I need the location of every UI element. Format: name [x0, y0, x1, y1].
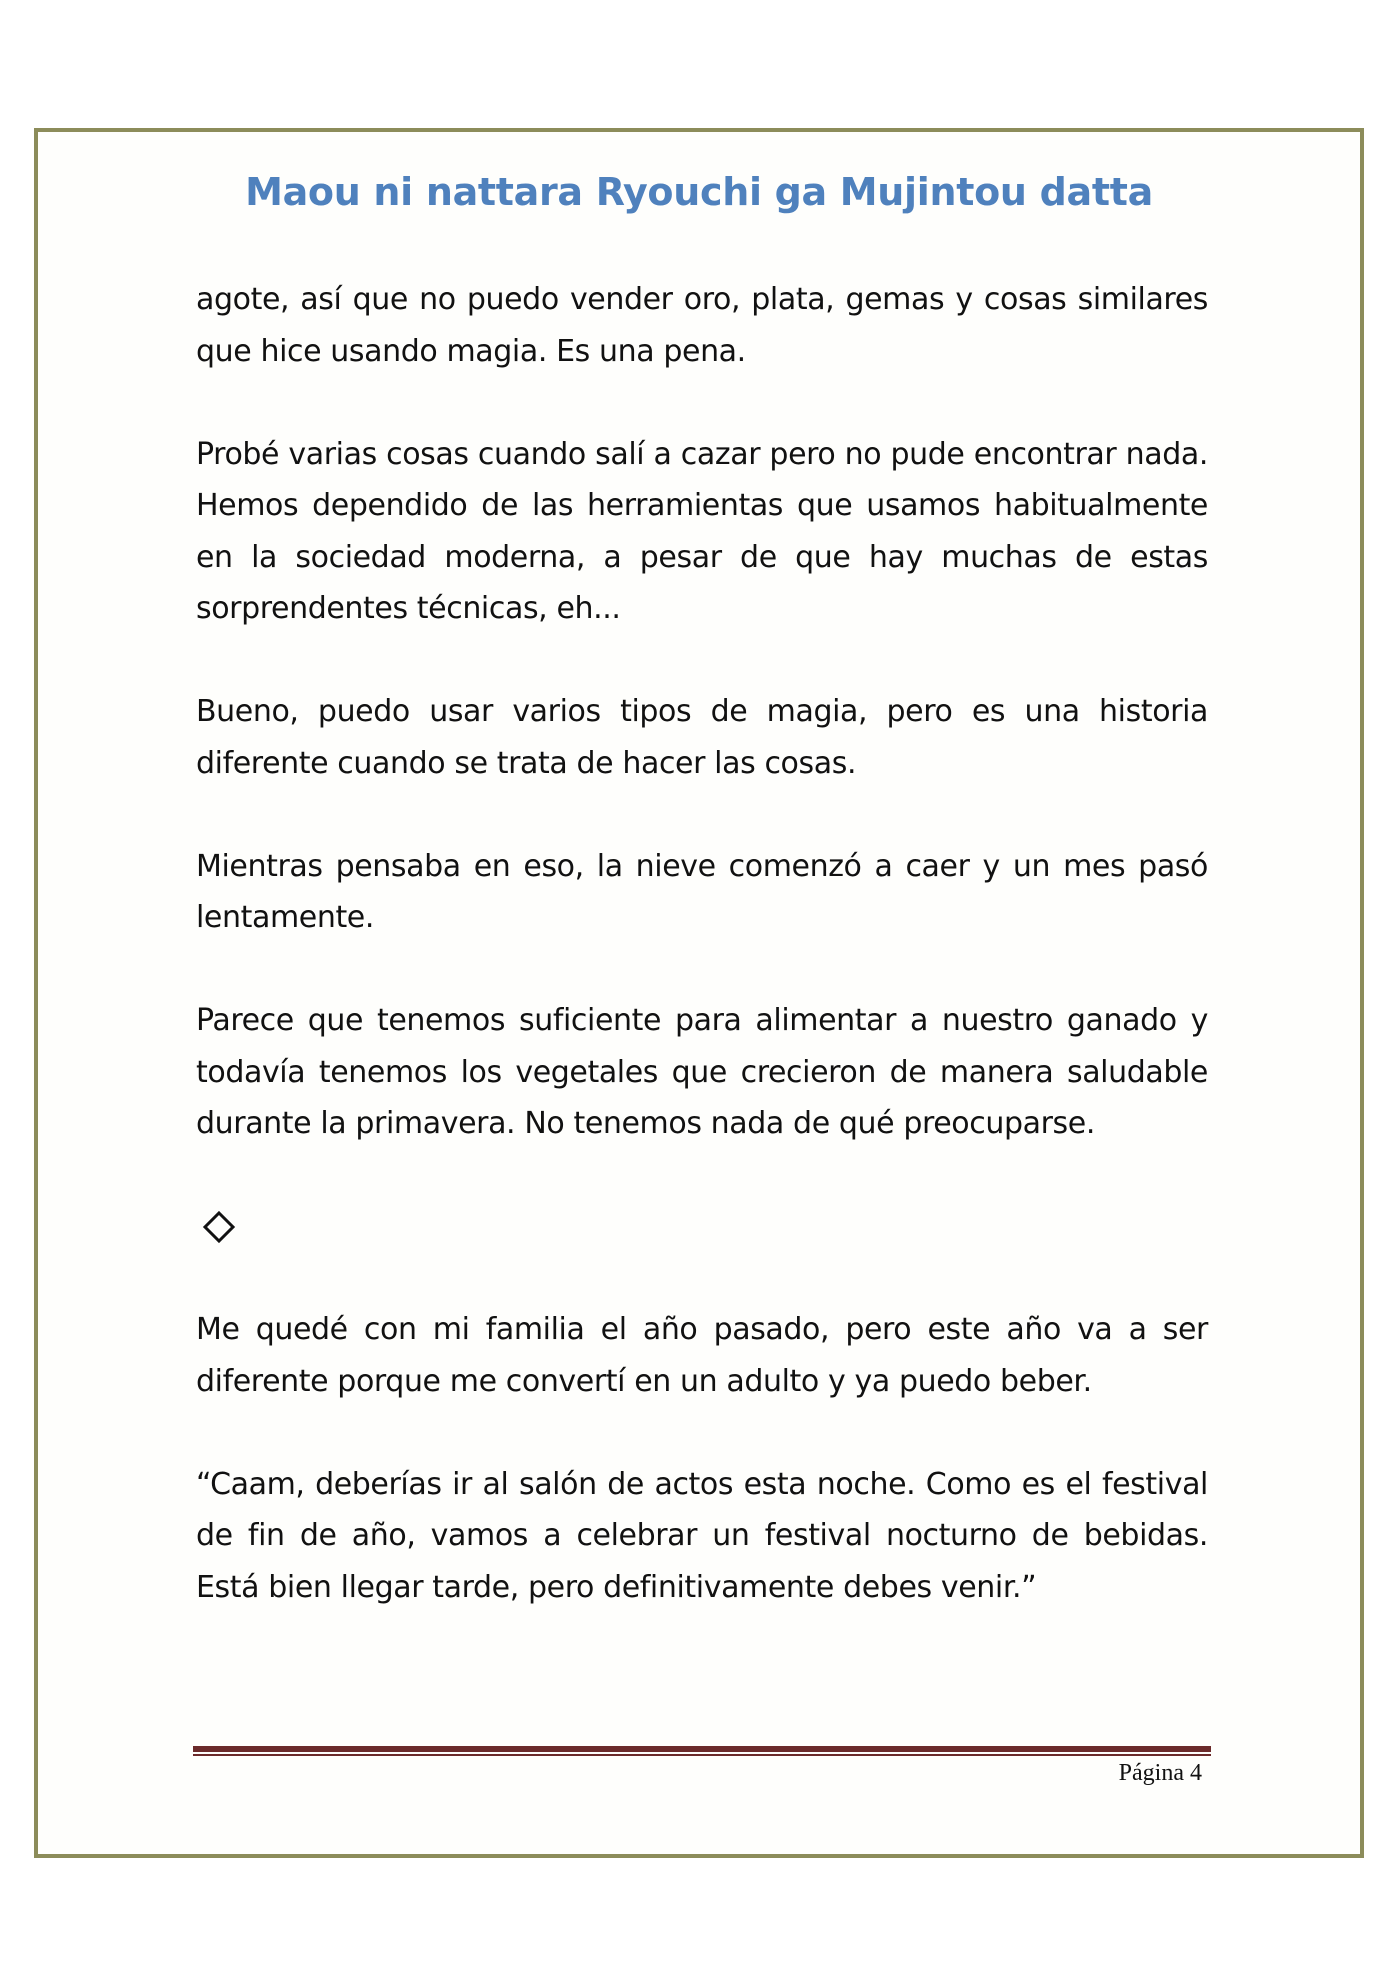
- paragraph: Parece que tenemos suficiente para alimentar a nuestro ganado y todavía tenemos los vegetales que crecieron de manera saludable durante la primavera. No tenemos nada de qué preocuparse.: [196, 1003, 1208, 1141]
- diamond-outline-icon: [202, 1210, 236, 1244]
- paragraph: Mientras pensaba en eso, la nieve comenzó a caer y un mes pasó lentamente.: [196, 848, 1208, 935]
- scene-break: [196, 1201, 1208, 1253]
- paragraph: agote, así que no puedo vender oro, plata, gemas y cosas similares que hice usando magia. Es una pena.: [196, 282, 1208, 369]
- paragraph: Me quedé con mi familia el año pasado, pero este año va a ser diferente porque me convertí en un adulto y ya puedo beber.: [196, 1312, 1208, 1399]
- footer-rule: [193, 1746, 1211, 1756]
- page-title: Maou ni nattara Ryouchi ga Mujintou datta: [245, 170, 1153, 214]
- footer-rule-thick: [193, 1746, 1211, 1752]
- page-number: Página 4: [1118, 1760, 1202, 1786]
- page-frame: [34, 128, 1364, 1858]
- paragraph: Probé varias cosas cuando salí a cazar pero no pude encontrar nada. Hemos dependido de las herramientas que usamos habitualmente en la sociedad moderna, a pesar de que hay muchas de estas sorprendentes técnicas, eh...: [196, 436, 1208, 626]
- paragraph: Bueno, puedo usar varios tipos de magia, pero es una historia diferente cuando se trata de hacer las cosas.: [196, 694, 1208, 781]
- footer-rule-thin: [193, 1754, 1211, 1756]
- paragraph: “Caam, deberías ir al salón de actos esta noche. Como es el festival de fin de año, vamos a celebrar un festival nocturno de bebidas. Está bien llegar tarde, pero definitivamente debes venir.”: [196, 1466, 1208, 1605]
- body-text: [196, 274, 1208, 1665]
